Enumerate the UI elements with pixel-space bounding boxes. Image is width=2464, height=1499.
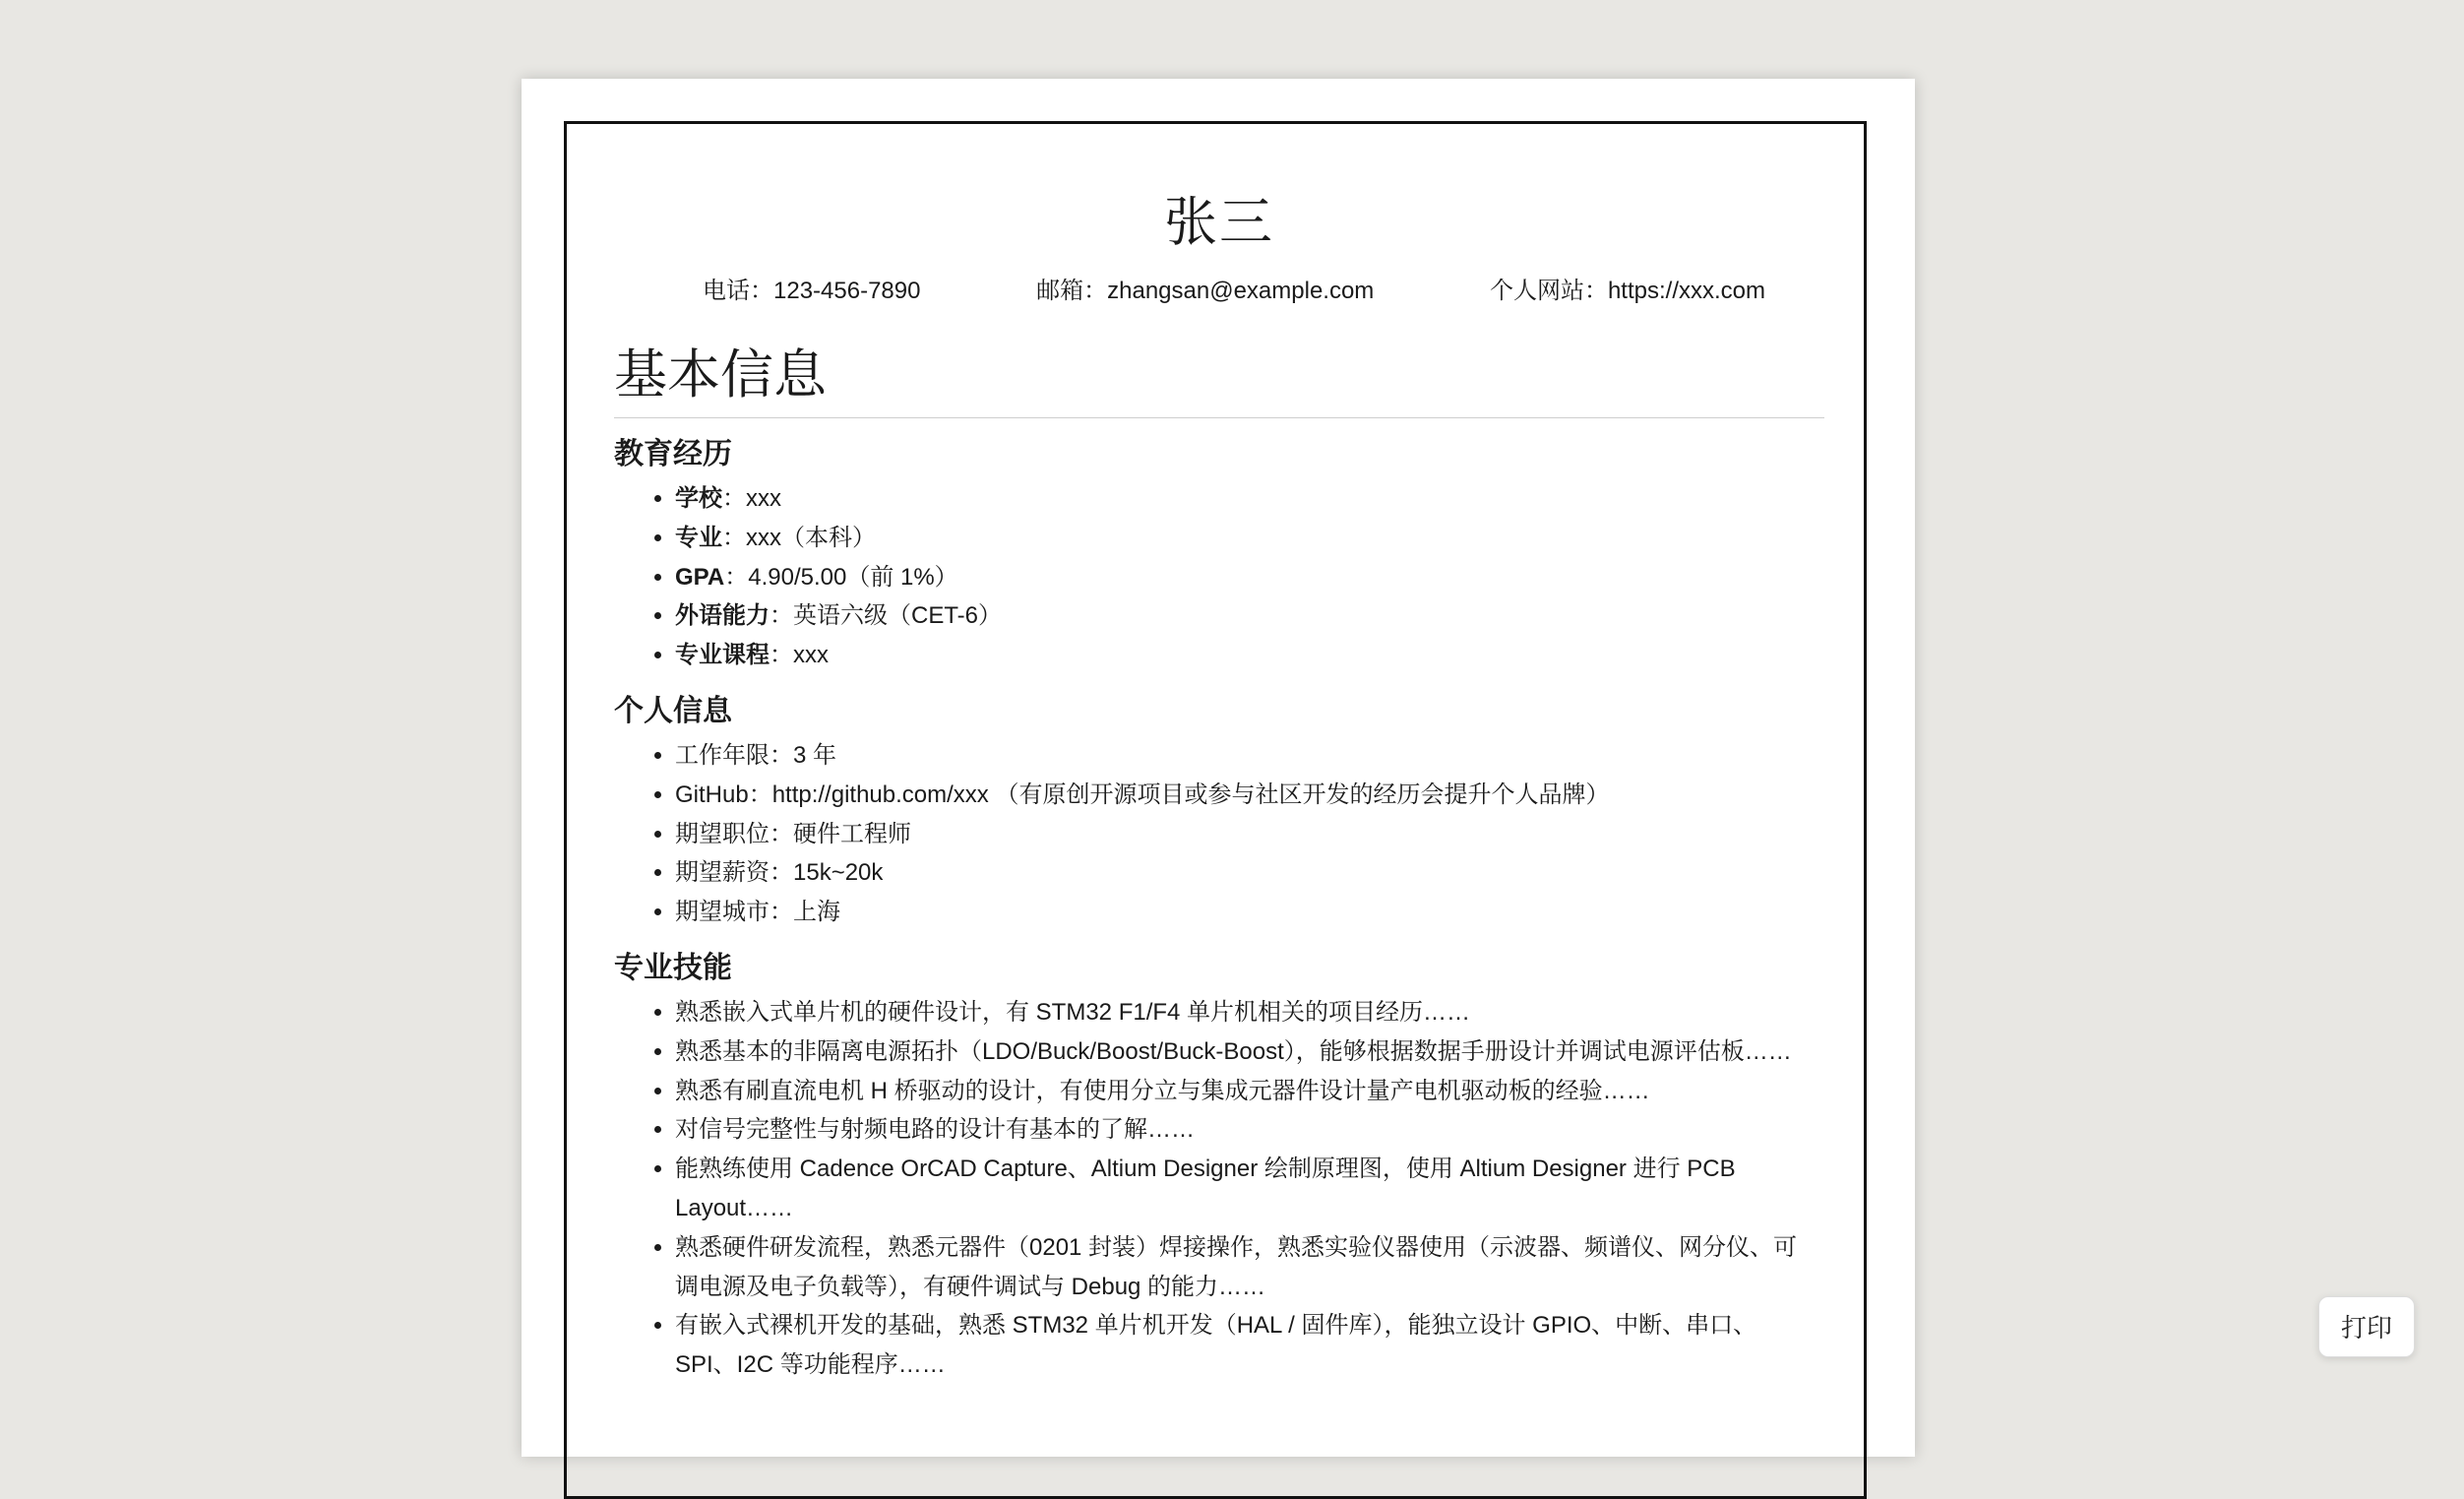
resume-frame xyxy=(564,121,1867,1499)
contact-email: 邮箱：zhangsan@example.com xyxy=(1036,278,1375,304)
education-value: ：xxx（本科） xyxy=(722,524,876,551)
personal-info-title: 个人信息 xyxy=(614,694,732,727)
list-item: • GitHub：http://github.com/xxx （有原创开源项目或参与社区开发的经历会提升个人品牌） xyxy=(675,776,1824,815)
list-item xyxy=(675,558,1824,597)
education-label: 学校 xyxy=(675,485,722,512)
contact-phone: 电话：123-456-7890 xyxy=(703,278,921,304)
education-label: 专业 xyxy=(675,524,722,551)
list-item xyxy=(675,596,1824,636)
resume-content xyxy=(614,124,1824,1385)
list-item: • 对信号完整性与射频电路的设计有基本的了解…… xyxy=(675,1110,1824,1150)
skills-title: 专业技能 xyxy=(614,951,732,984)
education-label: 外语能力 xyxy=(675,602,770,630)
list-item: • 熟悉基本的非隔离电源拓扑（LDO/Buck/Boost/Buck-Boost），能够根据数据手册设计并调试电源评估板…… xyxy=(675,1032,1824,1072)
list-item: • 期望职位：硬件工程师 xyxy=(675,815,1824,854)
section-title-basic-info: 基本信息 xyxy=(614,343,1824,418)
list-item: • 期望城市：上海 xyxy=(675,893,1824,932)
personal-info-list xyxy=(614,736,1824,932)
list-item xyxy=(675,636,1824,675)
education-list xyxy=(614,479,1824,675)
print-button[interactable]: 打印 xyxy=(2318,1296,2415,1357)
list-item: • 期望薪资：15k~20k xyxy=(675,853,1824,893)
education-title: 教育经历 xyxy=(614,438,732,470)
list-item: • 工作年限：3 年 xyxy=(675,736,1824,776)
education-value: ：xxx xyxy=(722,485,781,512)
list-item: • 熟悉嵌入式单片机的硬件设计，有 STM32 F1/F4 单片机相关的项目经历…… xyxy=(675,993,1824,1032)
list-item xyxy=(675,519,1824,558)
education-label: 专业课程 xyxy=(675,642,770,669)
contact-website: 个人网站：https://xxx.com xyxy=(1489,278,1765,304)
list-item: • 熟悉硬件研发流程，熟悉元器件（0201 封装）焊接操作，熟悉实验仪器使用（示波器、频谱仪、网分仪、可调电源及电子负载等），有硬件调试与 Debug 的能力…… xyxy=(675,1228,1824,1307)
education-label: GPA xyxy=(675,563,725,591)
list-item: • 熟悉有刷直流电机 H 桥驱动的设计，有使用分立与集成元器件设计量产电机驱动板的经验…… xyxy=(675,1072,1824,1111)
education-value: ：xxx xyxy=(770,642,829,669)
education-value: ：4.90/5.00（前 1%） xyxy=(724,563,958,591)
list-item: • 能熟练使用 Cadence OrCAD Capture、Altium Designer 绘制原理图，使用 Altium Designer 进行 PCB Layout…… xyxy=(675,1150,1824,1228)
list-item xyxy=(675,479,1824,519)
resume-page xyxy=(522,79,1915,1457)
resume-name: 张三 xyxy=(1164,193,1274,252)
contact-row xyxy=(614,276,1824,307)
education-value: ：英语六级（CET-6） xyxy=(770,602,1003,630)
skills-list xyxy=(614,993,1824,1385)
list-item: • 有嵌入式裸机开发的基础，熟悉 STM32 单片机开发（HAL / 固件库），能独立设计 GPIO、中断、串口、SPI、I2C 等功能程序…… xyxy=(675,1306,1824,1385)
